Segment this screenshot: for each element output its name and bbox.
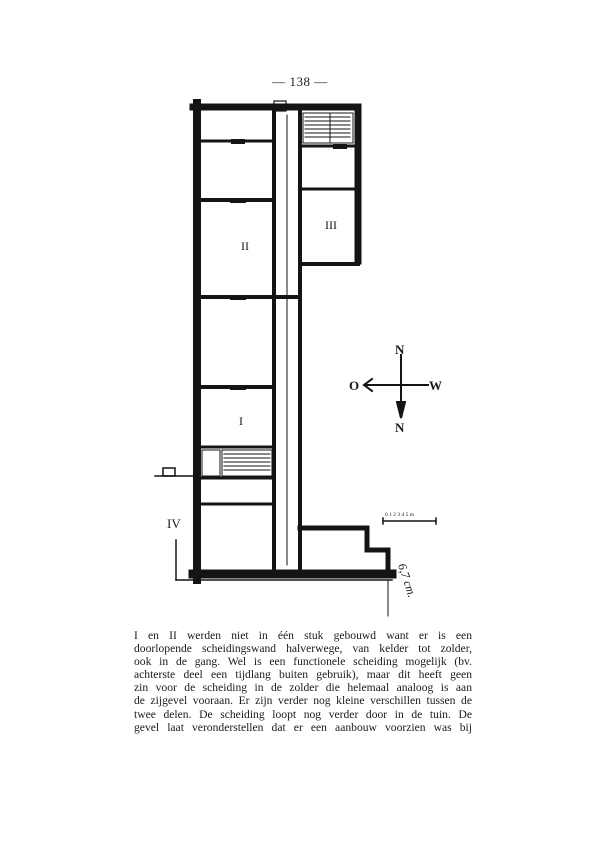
compass-rose bbox=[364, 355, 428, 418]
room-label-I: I bbox=[239, 414, 243, 428]
room-label-III: III bbox=[325, 218, 337, 232]
scale-label: 0 1 2 3 4 5 m bbox=[385, 512, 415, 518]
room-label-IV: IV bbox=[167, 516, 181, 531]
scale-bar bbox=[383, 518, 436, 524]
text-line: ook in de gang. Wel is een functionele scheiding mogelijk (bv. bbox=[134, 655, 472, 669]
compass-north-bottom: N bbox=[395, 420, 405, 435]
text-line: achterste deel een tijdlang buiten gebruik), maar dit heeft geen bbox=[134, 668, 472, 682]
body-text bbox=[134, 629, 472, 734]
room-label-II: II bbox=[241, 239, 249, 253]
compass-west: W bbox=[429, 378, 442, 393]
compass-north-top: N bbox=[395, 342, 405, 357]
text-line: gevel laat veronderstellen dat er een aanbouw voorzien was bij bbox=[134, 720, 472, 734]
text-line: de zijgevel vooraan. Er zijn verder nog kleine verschillen tussen de bbox=[134, 694, 472, 708]
text-line: I en II werden niet in één stuk gebouwd want er is een bbox=[134, 629, 472, 642]
text-line: zin voor de scheiding in de zolder die helemaal analoog is aan bbox=[134, 681, 472, 695]
text-line: twee delen. De scheiding loopt nog verder door in de tuin. De bbox=[134, 707, 472, 721]
stair-east bbox=[303, 113, 353, 143]
compass-east: O bbox=[349, 378, 360, 393]
text-line: doorlopende scheidingswand halverwege, van kelder tot zolder, bbox=[134, 642, 472, 656]
page-number: — 138 — bbox=[272, 74, 328, 89]
dimension-note: 6,7 cm. bbox=[395, 561, 420, 600]
stair-main bbox=[202, 450, 272, 476]
